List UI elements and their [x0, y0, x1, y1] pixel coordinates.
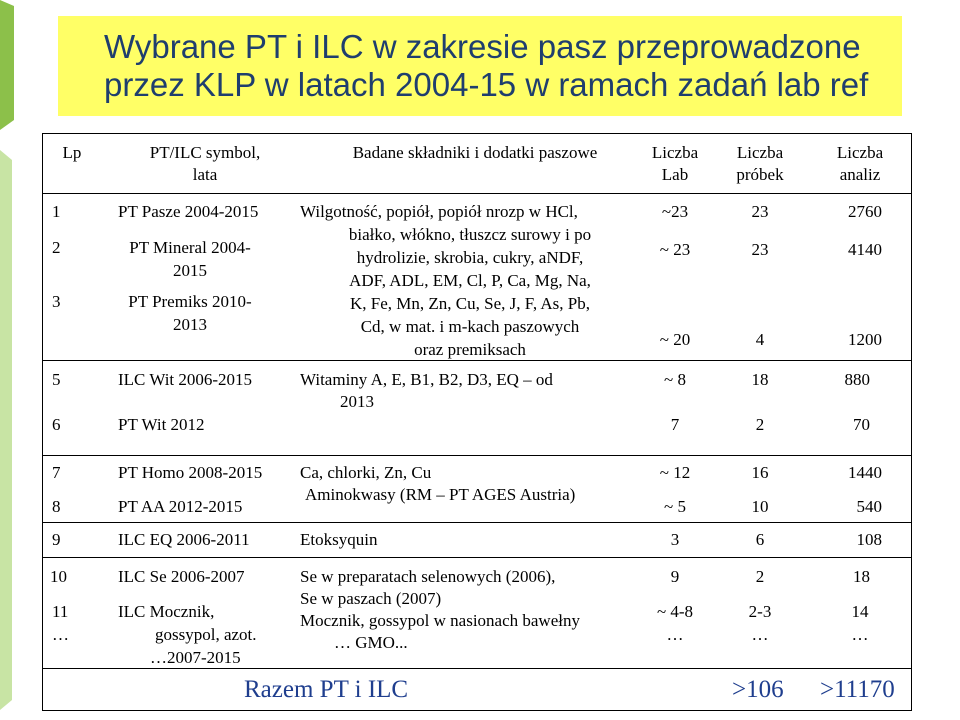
row-symbol: ILC Wit 2006-2015 — [118, 370, 253, 389]
total-samples: >106 — [732, 676, 784, 703]
components-line: Se w preparatach selenowych (2006), — [300, 567, 556, 586]
header-symbol-line1: PT/ILC symbol, — [149, 143, 261, 162]
header-components: Badane składniki i dodatki paszowe — [352, 143, 598, 162]
row-analyses: 18 — [853, 567, 870, 586]
components-line: Ca, chlorki, Zn, Cu — [300, 463, 432, 482]
row-analyses: 1200 — [848, 330, 882, 349]
row-samples: 16 — [751, 463, 769, 482]
row-symbol-line3: …2007-2015 — [150, 648, 241, 667]
row-symbol: PT Homo 2008-2015 — [118, 463, 263, 482]
components-line: hydrolizie, skrobia, cukry, aNDF, — [356, 248, 584, 267]
row-lab: ~ 5 — [664, 497, 686, 516]
header-lp: Lp — [62, 143, 82, 162]
row-lp: 10 — [50, 567, 67, 586]
components-line: Cd, w mat. i m-kach paszowych — [360, 317, 580, 336]
components-line: Aminokwasy (RM – PT AGES Austria) — [305, 485, 576, 504]
row-analyses: 880 — [844, 370, 870, 389]
row-analyses-line1: 14 — [851, 602, 869, 621]
row-samples: 10 — [751, 497, 769, 516]
row-lp-line2: … — [52, 625, 69, 644]
row-components: Etoksyquin — [300, 530, 378, 549]
row-samples-line1: 2-3 — [748, 602, 772, 621]
row-samples: 23 — [751, 202, 769, 221]
header-samples-line2: próbek — [736, 165, 784, 184]
row-lp: 9 — [52, 530, 61, 549]
components-line: ADF, ADL, EM, Cl, P, Ca, Mg, Na, — [349, 271, 591, 290]
row-lp: 1 — [52, 202, 61, 221]
row-lab: ~ 20 — [659, 330, 691, 349]
row-symbol-line1: ILC Mocznik, — [118, 602, 215, 621]
row-analyses: 540 — [856, 497, 882, 516]
header-samples-line1: Liczba — [736, 143, 784, 162]
row-symbol: ILC EQ 2006-2011 — [118, 530, 250, 549]
header-symbol-line2: lata — [192, 165, 218, 184]
components-line: … GMO... — [334, 633, 408, 652]
row-samples: 23 — [751, 240, 769, 259]
slide-accent-bar — [0, 0, 22, 720]
row-samples: 6 — [755, 530, 765, 549]
header-lab-line2: Lab — [661, 165, 689, 184]
row-lp: 7 — [52, 463, 61, 482]
components-line: białko, włókno, tłuszcz surowy i po — [348, 225, 592, 244]
row-samples: 2 — [755, 415, 765, 434]
row-symbol-line2: 2013 — [173, 315, 207, 334]
row-lab-line2: … — [666, 625, 684, 644]
row-lab: ~ 12 — [659, 463, 691, 482]
row-samples-line2: … — [751, 625, 769, 644]
row-analyses: 70 — [853, 415, 870, 434]
row-analyses: 4140 — [848, 240, 882, 259]
slide-title-line-2: przez KLP w latach 2004-15 w ramach zadań lab ref — [104, 66, 869, 103]
row-symbol: PT Wit 2012 — [118, 415, 205, 434]
row-lp: 2 — [52, 238, 61, 257]
total-analyses: >11170 — [820, 676, 895, 703]
components-line: oraz premiksach — [414, 340, 526, 359]
row-lab: ~23 — [661, 202, 689, 221]
row-lp-line1: 11 — [52, 602, 69, 621]
row-lp: 8 — [52, 497, 61, 516]
slide-title-line-1: Wybrane PT i ILC w zakresie pasz przeprowadzone — [104, 28, 861, 65]
row-lab: 7 — [670, 415, 680, 434]
components-line: Mocznik, gossypol w nasionach bawełny — [300, 611, 580, 630]
row-samples: 18 — [751, 370, 769, 389]
row-symbol-line1: PT Premiks 2010- — [128, 292, 252, 311]
row-lab-line1: ~ 4-8 — [656, 602, 694, 621]
row-lab: ~ 23 — [659, 240, 691, 259]
row-samples: 2 — [755, 567, 765, 586]
row-symbol: PT Pasze 2004-2015 — [118, 202, 259, 221]
row-lp: 3 — [52, 292, 61, 311]
row-lab: 9 — [670, 567, 680, 586]
row-lab: ~ 8 — [664, 370, 686, 389]
row-symbol: ILC Se 2006-2007 — [118, 567, 245, 586]
components-line: Wilgotność, popiół, popiół nrozp w HCl, — [300, 202, 578, 221]
components-line: 2013 — [340, 392, 374, 411]
row-analyses: 1440 — [848, 463, 882, 482]
components-line: Witaminy A, E, B1, B2, D3, EQ – od — [300, 370, 553, 389]
row-lab: 3 — [670, 530, 680, 549]
row-lp: 6 — [52, 415, 61, 434]
header-lab-line1: Liczba — [651, 143, 699, 162]
row-symbol-line1: PT Mineral 2004- — [129, 238, 251, 257]
row-symbol: PT AA 2012-2015 — [118, 497, 243, 516]
row-symbol-line2: 2015 — [173, 261, 207, 280]
total-label: Razem PT i ILC — [244, 676, 409, 703]
row-lp: 5 — [52, 370, 61, 389]
row-analyses-line2: … — [851, 625, 869, 644]
row-samples: 4 — [755, 330, 765, 349]
header-analyses-line2: analiz — [839, 165, 881, 184]
row-analyses: 2760 — [848, 202, 882, 221]
row-symbol-line2: gossypol, azot. — [155, 625, 257, 644]
header-analyses-line1: Liczba — [836, 143, 884, 162]
components-line: Se w paszach (2007) — [300, 589, 442, 608]
row-analyses: 108 — [856, 530, 882, 549]
components-line: K, Fe, Mn, Zn, Cu, Se, J, F, As, Pb, — [350, 294, 590, 313]
